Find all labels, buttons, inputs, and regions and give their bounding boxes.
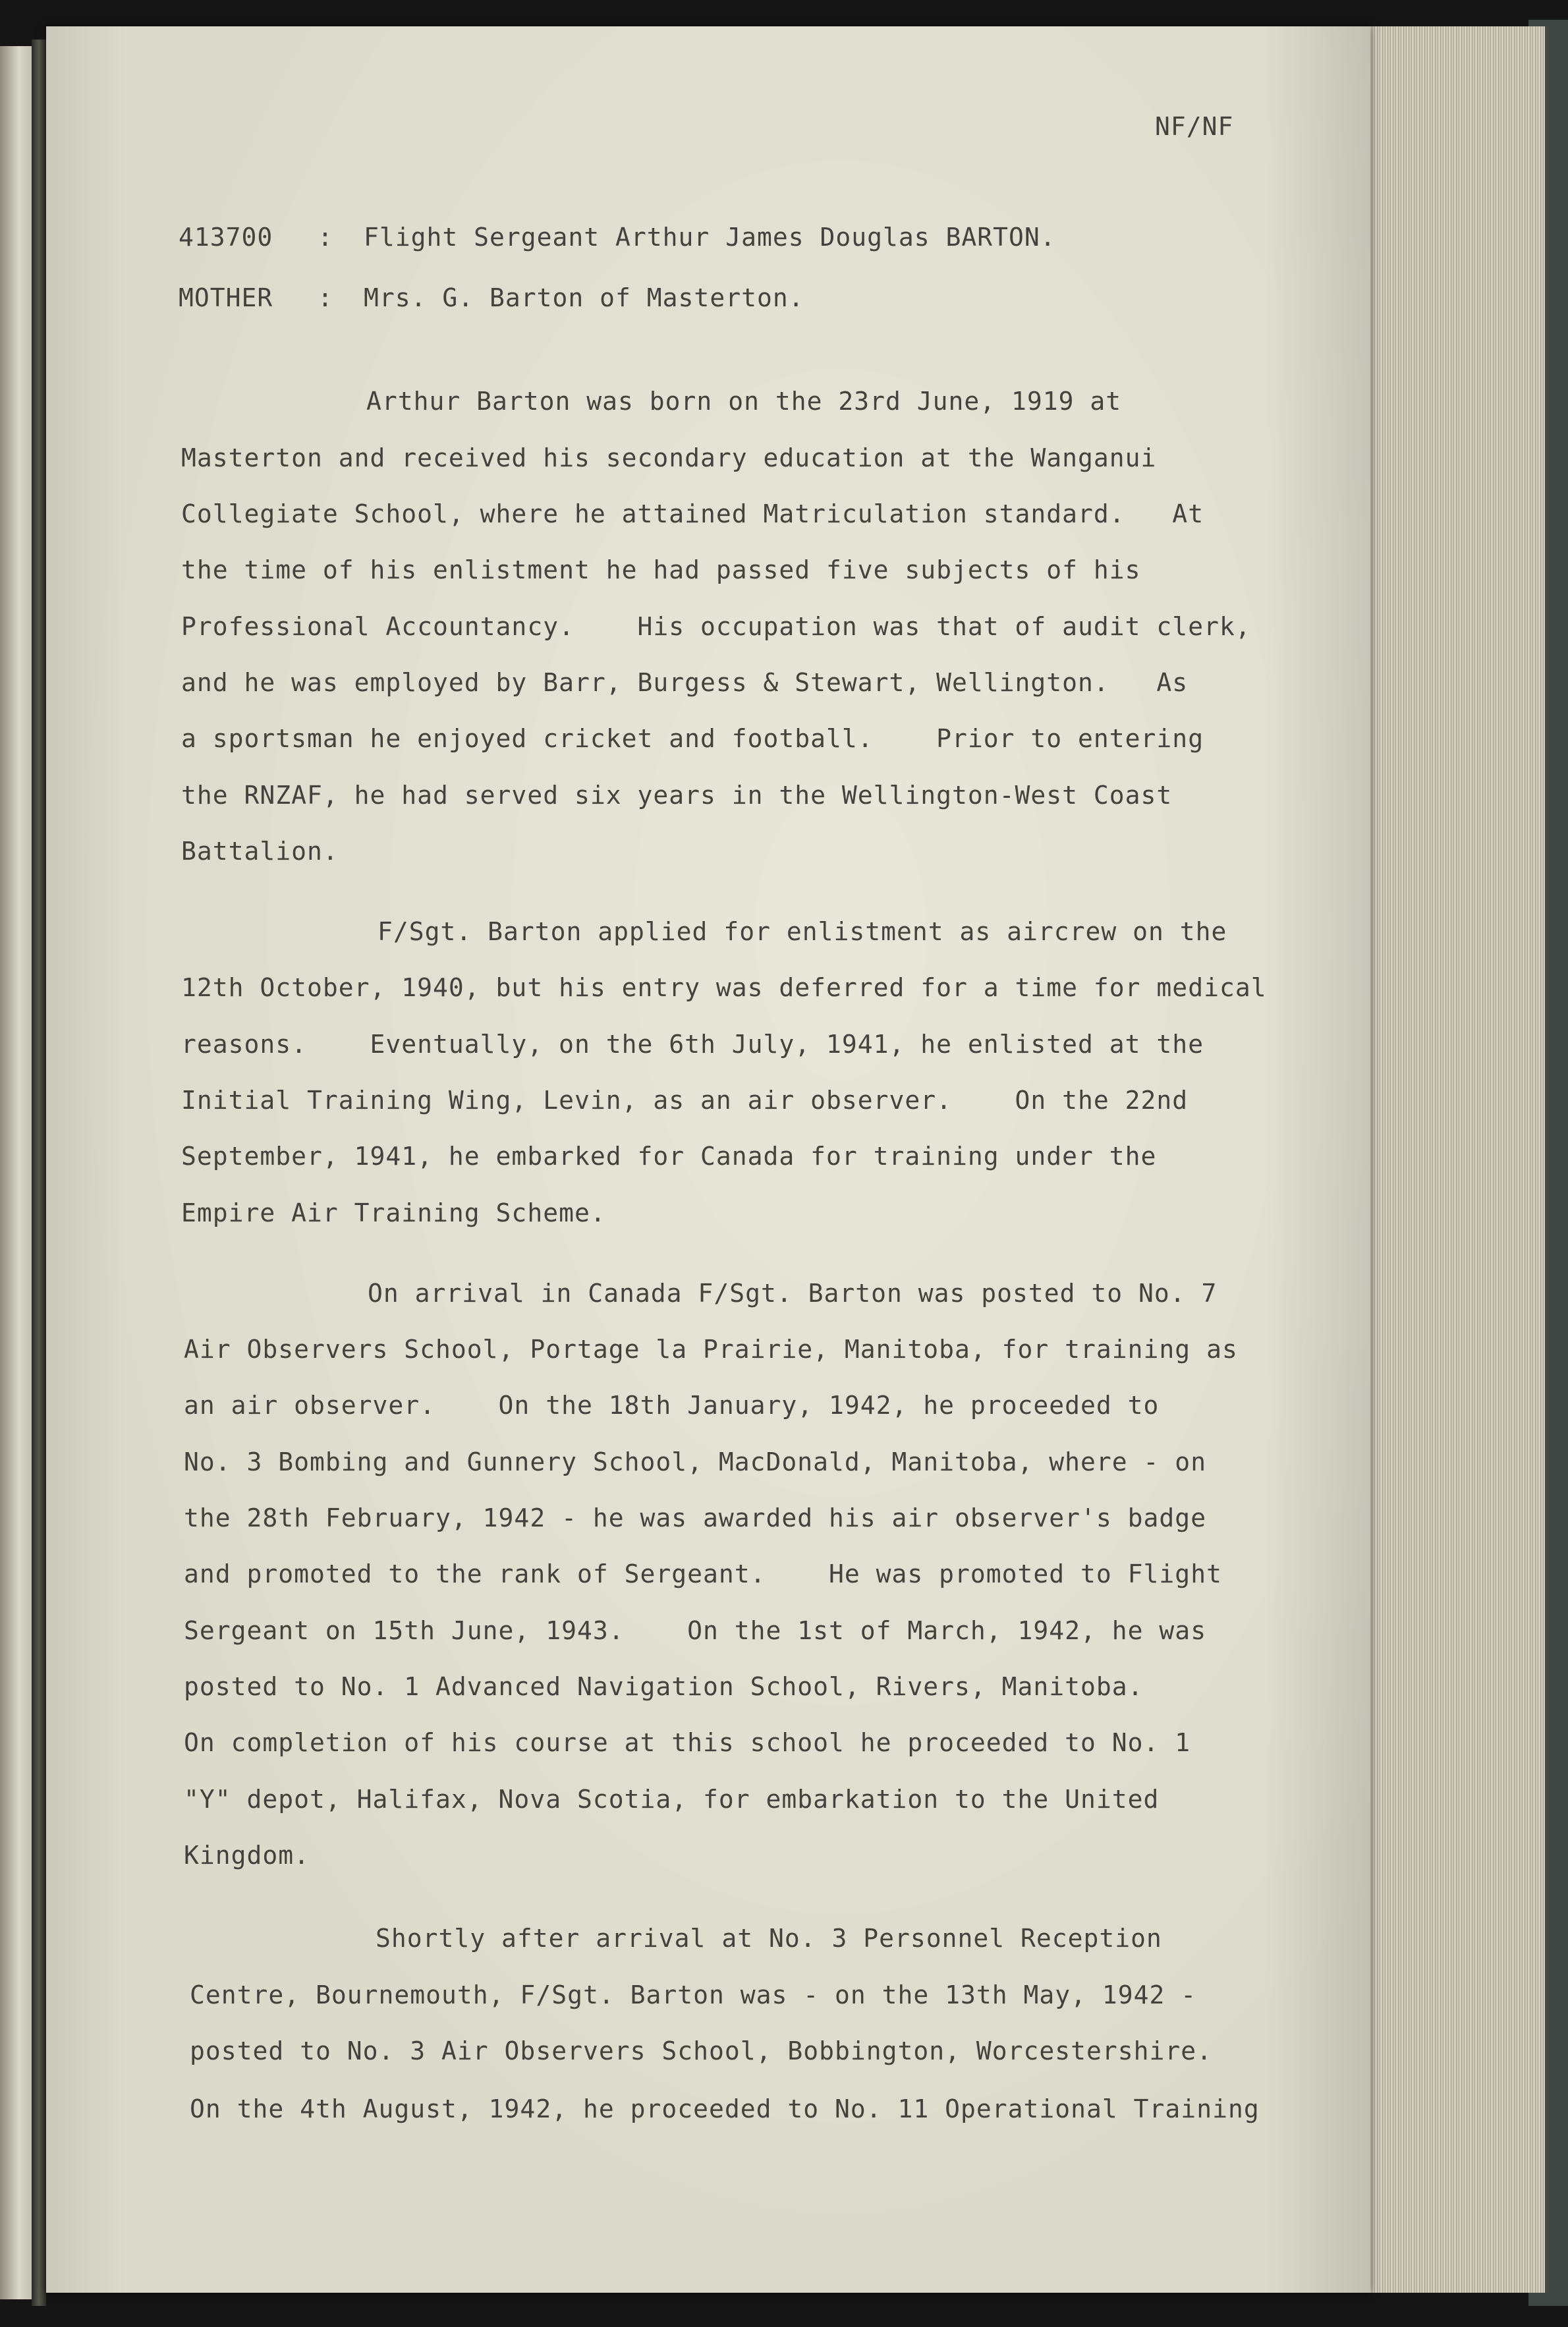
text-line: reasons. Eventually, on the 6th July, 1941, he enlisted at the bbox=[181, 1030, 1204, 1059]
text-line: No. 3 Bombing and Gunnery School, MacDonald, Manitoba, where - on bbox=[184, 1447, 1207, 1476]
text-line: Initial Training Wing, Levin, as an air observer. On the 22nd bbox=[181, 1086, 1189, 1115]
text-line: the 28th February, 1942 - he was awarded his air observer's badge bbox=[184, 1503, 1207, 1532]
text-line: "Y" depot, Halifax, Nova Scotia, for embarkation to the United bbox=[184, 1785, 1160, 1814]
page-stack-edges bbox=[1367, 26, 1549, 2293]
text-line: a sportsman he enjoyed cricket and football. Prior to entering bbox=[181, 724, 1204, 753]
text-line: 12th October, 1940, but his entry was deferred for a time for medical bbox=[181, 973, 1267, 1002]
text-line: On arrival in Canada F/Sgt. Barton was posted to No. 7 bbox=[368, 1279, 1218, 1308]
mother-label: MOTHER bbox=[179, 283, 273, 312]
header-colon: : bbox=[318, 223, 333, 252]
service-number: 413700 bbox=[179, 223, 273, 252]
text-line: Battalion. bbox=[181, 837, 339, 866]
airman-name: Flight Sergeant Arthur James Douglas BARTON. bbox=[364, 223, 1056, 252]
text-line: Arthur Barton was born on the 23rd June, 1919 at bbox=[366, 387, 1122, 416]
text-line: Kingdom. bbox=[184, 1841, 310, 1870]
document-page bbox=[46, 26, 1370, 2293]
text-line: the RNZAF, he had served six years in the Wellington-West Coast bbox=[181, 781, 1173, 810]
text-line: Masterton and received his secondary education at the Wanganui bbox=[181, 443, 1157, 472]
text-line: Sergeant on 15th June, 1943. On the 1st of March, 1942, he was bbox=[184, 1616, 1207, 1645]
text-line: Professional Accountancy. His occupation was that of audit clerk, bbox=[181, 612, 1251, 641]
text-line: Collegiate School, where he attained Matriculation standard. At bbox=[181, 499, 1204, 528]
text-line: posted to No. 3 Air Observers School, Bobbington, Worcestershire. bbox=[190, 2036, 1213, 2065]
text-line: Empire Air Training Scheme. bbox=[181, 1198, 606, 1227]
text-line: On the 4th August, 1942, he proceeded to No. 11 Operational Training bbox=[190, 2094, 1260, 2123]
text-line: and he was employed by Barr, Burgess & Stewart, Wellington. As bbox=[181, 668, 1189, 697]
reference-code: NF/NF bbox=[1155, 112, 1234, 141]
header-colon: : bbox=[318, 283, 333, 312]
binding-gutter bbox=[32, 40, 46, 2306]
mother-value: Mrs. G. Barton of Masterton. bbox=[364, 283, 804, 312]
text-line: posted to No. 1 Advanced Navigation School, Rivers, Manitoba. bbox=[184, 1672, 1144, 1701]
left-page-edge bbox=[0, 46, 32, 2299]
text-line: F/Sgt. Barton applied for enlistment as aircrew on the bbox=[378, 917, 1227, 946]
text-line: and promoted to the rank of Sergeant. He was promoted to Flight bbox=[184, 1559, 1222, 1588]
text-line: Shortly after arrival at No. 3 Personnel Reception bbox=[376, 1924, 1162, 1953]
text-line: an air observer. On the 18th January, 1942, he proceeded to bbox=[184, 1391, 1160, 1420]
text-line: On completion of his course at this school he proceeded to No. 1 bbox=[184, 1728, 1191, 1757]
text-line: Centre, Bournemouth, F/Sgt. Barton was - on the 13th May, 1942 - bbox=[190, 1980, 1197, 2009]
text-line: Air Observers School, Portage la Prairie, Manitoba, for training as bbox=[184, 1335, 1238, 1364]
text-line: September, 1941, he embarked for Canada for training under the bbox=[181, 1142, 1157, 1171]
text-line: the time of his enlistment he had passed five subjects of his bbox=[181, 555, 1141, 584]
